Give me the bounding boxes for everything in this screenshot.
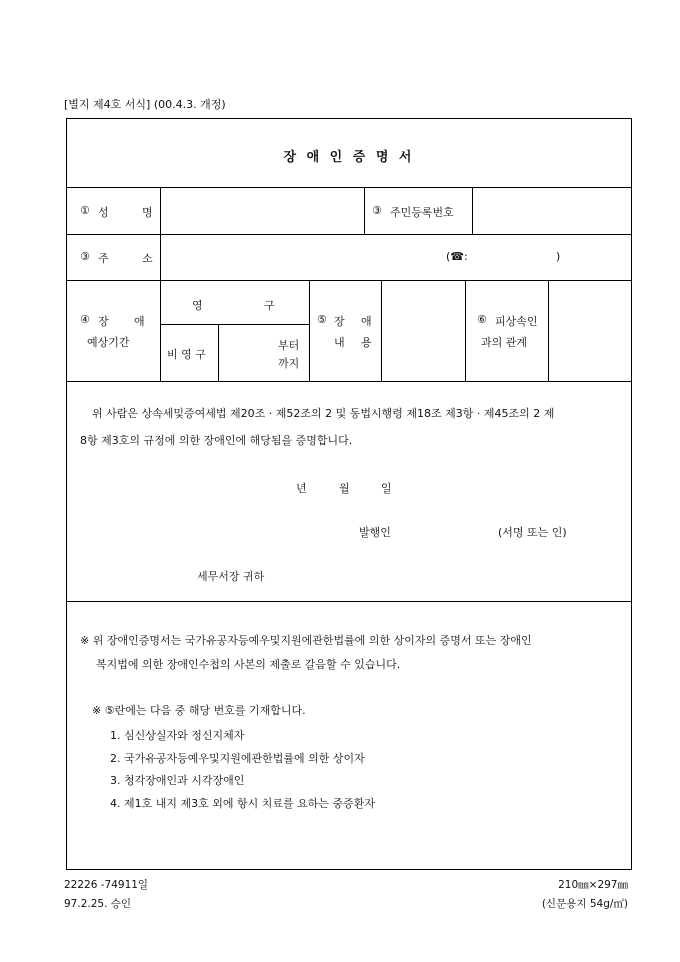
- note-item: 1. 심신상실자와 정신지체자: [110, 729, 245, 742]
- phone-field[interactable]: [470, 240, 552, 274]
- note1-line2: 복지법에 의한 장애인수첩의 사본의 제출로 갈음할 수 있습니다.: [96, 658, 401, 671]
- permanent-a: 영: [192, 299, 203, 312]
- content-field[interactable]: [382, 281, 465, 381]
- resident-no-label: 주민등록번호: [390, 206, 454, 219]
- note1-line1: ※ 위 장애인증명서는 국가유공자등예우및지원에관한법률에 의한 상이자의 증명서 또는 장애인: [80, 634, 532, 647]
- content-label-a: 장: [334, 315, 345, 328]
- name-label-a: 성: [98, 206, 109, 219]
- seal-label: (서명 또는 인): [498, 526, 567, 539]
- date-month: 월: [339, 482, 350, 495]
- name-label-b: 명: [142, 206, 153, 219]
- footer-approval: 97.2.25. 승인: [64, 898, 132, 910]
- address-label-b: 소: [142, 252, 153, 265]
- name-number: ①: [80, 204, 90, 217]
- footer-paper: (신문용지 54g/㎡): [541, 898, 628, 910]
- non-permanent-label: 비 영 구: [167, 348, 206, 361]
- phone-prefix: (☎:: [446, 250, 468, 263]
- note-item: 3. 청각장애인과 시각장애인: [110, 774, 245, 787]
- permanent-b: 구: [264, 299, 275, 312]
- certification-line2: 8항 제3호의 규정에 의한 장애인에 해당됨을 증명합니다.: [80, 434, 353, 447]
- resident-no-field[interactable]: [473, 188, 631, 234]
- relation-number: ⑥: [477, 313, 487, 326]
- footer-size: 210㎜×297㎜: [558, 879, 628, 891]
- addressee: 세무서장 귀하: [197, 570, 265, 583]
- period-number: ④: [80, 313, 90, 326]
- content-number: ⑤: [317, 313, 327, 326]
- form-note: [별지 제4호 서식] (00.4.3. 개정): [64, 98, 226, 111]
- period-label-b: 애: [134, 315, 145, 328]
- issuer-label: 발행인: [359, 526, 391, 539]
- date-year: 년: [296, 482, 307, 495]
- address-label-a: 주: [98, 252, 109, 265]
- content-line2-a: 내: [334, 336, 345, 349]
- relation-field[interactable]: [549, 281, 631, 381]
- period-label-a: 장: [98, 315, 109, 328]
- relation-label: 피상속인: [495, 315, 538, 328]
- note-item: 4. 제1호 내지 제3호 외에 항시 치료를 요하는 중증환자: [110, 797, 375, 810]
- certification-line1: 위 사람은 상속세및증여세법 제20조 · 제52조의 2 및 동법시행령 제18조 제3항 · 제45조의 2 제: [92, 407, 555, 420]
- date-day: 일: [381, 482, 392, 495]
- resident-no-number: ③: [372, 204, 382, 217]
- note2-head: ※ ⑤란에는 다음 중 해당 번호를 기재합니다.: [92, 704, 306, 717]
- content-label-b: 애: [361, 315, 372, 328]
- address-number: ③: [80, 250, 90, 263]
- page-title: 장 애 인 증 명 서: [283, 150, 415, 165]
- name-field[interactable]: [161, 188, 364, 234]
- phone-suffix: ): [556, 250, 561, 263]
- relation-line2: 과의 관계: [481, 336, 528, 349]
- note-item: 2. 국가유공자등예우및지원에관한법률에 의한 상이자: [110, 752, 365, 765]
- address-field[interactable]: [161, 235, 441, 280]
- to-label: 까지: [278, 357, 300, 370]
- footer-code: 22226 -74911일: [64, 879, 149, 891]
- non-permanent-field[interactable]: [219, 325, 275, 381]
- issuer-field[interactable]: [402, 518, 492, 542]
- content-line2-b: 용: [361, 336, 372, 349]
- from-label: 부터: [278, 339, 300, 352]
- period-label-line2: 예상기간: [87, 336, 130, 349]
